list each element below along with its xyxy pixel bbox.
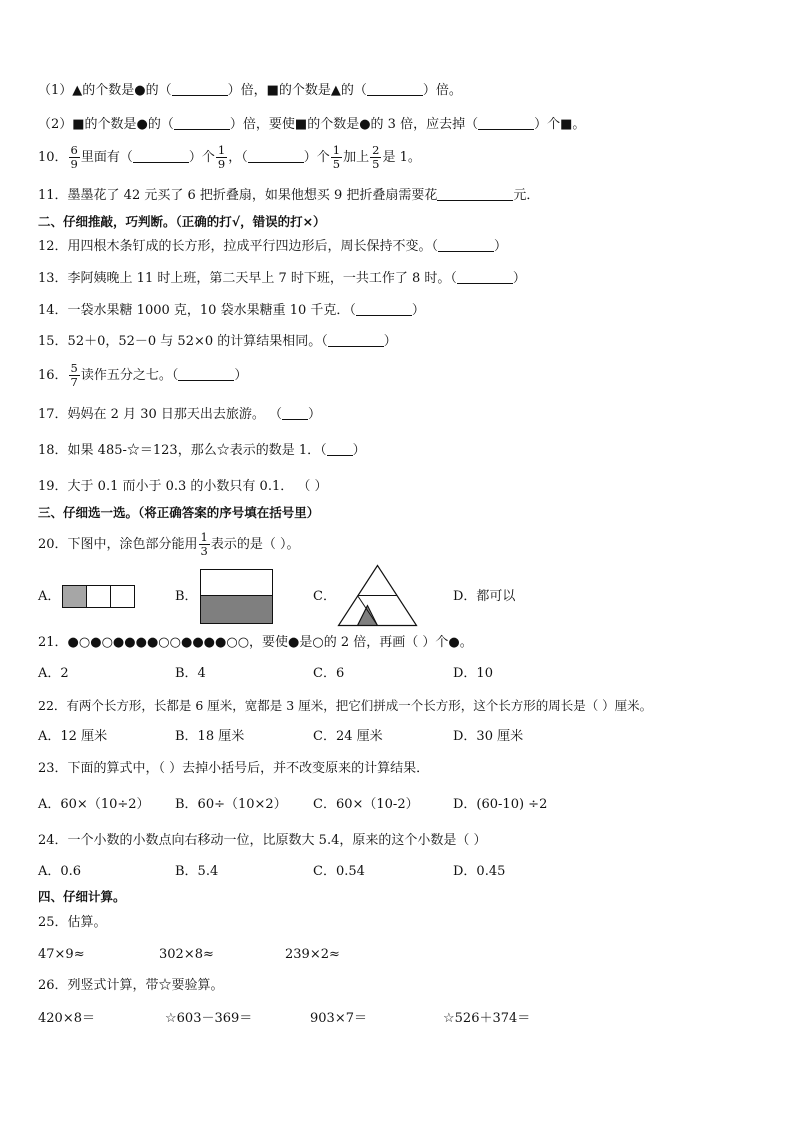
q20-text: 20．下图中，涂色部分能用 [38,537,198,552]
section-3-heading: 三、仔细选一选。（将正确答案的序号填在括号里） [38,505,320,520]
answer-blank[interactable] [248,150,304,163]
q9-line1 [38,82,462,100]
empty-cell [87,586,111,608]
q24-option-c[interactable]: C．0.54 [313,864,365,879]
question-22: 22．有两个长方形，长都是 6 厘米，宽都是 3 厘米，把它们拼成一个长方形，这个长方形的周长是（ ）厘米。 [38,698,653,713]
estimate-item: 47×9≈ [38,947,85,962]
q20-text: 表示的是（ ）。 [210,537,300,552]
answer-blank[interactable] [356,303,412,316]
q16-text: 读作五分之七。（ [80,368,179,383]
shaded-cell [63,586,87,608]
numerator: 2 [372,143,380,157]
denominator: 5 [372,157,380,171]
numerator: 6 [70,143,78,157]
answer-blank[interactable] [437,188,513,201]
calc-item: ☆526＋374＝ [443,1011,531,1026]
q20-option-b[interactable]: B． [175,589,198,604]
shaded-part [201,596,273,624]
question-10 [38,141,421,175]
estimate-item: 239×2≈ [285,947,340,962]
q9-text: （1）▲的个数是●的（ [38,83,172,98]
q9-text: ）倍，■的个数是▲的（ [227,83,367,98]
q22-option-c[interactable]: C．24 厘米 [313,729,383,744]
q23-option-b[interactable]: B．60÷（10×2） [175,797,287,812]
question-20 [38,528,300,562]
q15-text: 15．52＋0，52－0 与 52×0 的计算结果相同。（ [38,334,328,349]
q9-text: ）倍，要使■的个数是●的 3 倍，应去掉（ [229,117,479,132]
q18-text: ） [352,443,366,458]
q20-option-a[interactable]: A． [38,589,61,604]
q22-option-a[interactable]: A．12 厘米 [38,729,108,744]
denominator: 9 [70,157,78,171]
numerator: 1 [200,530,208,544]
q24-option-d[interactable]: D．0.45 [453,864,506,879]
q20-option-d[interactable]: D．都可以 [453,589,516,604]
question-13 [38,270,526,288]
q23-option-a[interactable]: A．60×（10÷2） [38,797,150,812]
q21-option-c[interactable]: C．6 [313,666,345,681]
empty-cell [111,586,135,608]
question-12 [38,238,507,256]
question-18 [38,442,366,460]
shaded-triangle [358,606,378,626]
q10-text: 加上 [343,150,370,165]
q12-text: ） [494,239,508,254]
question-15 [38,333,397,351]
fraction [69,144,80,171]
fraction [331,144,342,171]
question-26: 26．列竖式计算，带☆要验算。 [38,978,224,993]
denominator: 5 [332,157,341,171]
q21-option-d[interactable]: D．10 [453,666,493,681]
section-2-heading: 二、仔细推敲，巧判断。（正确的打√，错误的打×） [38,214,326,229]
question-25: 25．估算。 [38,915,107,930]
answer-blank[interactable] [133,150,189,163]
figure-c-triangle [338,565,418,627]
calc-item: ☆603－369＝ [165,1011,253,1026]
answer-blank[interactable] [328,334,384,347]
numerator: 1 [217,143,226,157]
q21-option-b[interactable]: B．4 [175,666,206,681]
estimate-item: 302×8≈ [159,947,214,962]
q15-text: ） [383,334,397,349]
q24-option-a[interactable]: A．0.6 [38,864,82,879]
q9-text: ）个■。 [534,117,586,132]
q14-text: ） [411,303,425,318]
fraction [216,144,227,171]
q23-option-d[interactable]: D．(60-10) ÷2 [453,797,548,812]
section-4-heading: 四、仔细计算。 [38,889,126,904]
q24-option-b[interactable]: B．5.4 [175,864,219,879]
fraction [69,362,80,389]
question-19 [38,478,328,496]
q14-text: 14．一袋水果糖 1000 克，10 袋水果糖重 10 千克．（ [38,303,356,318]
q21-option-a[interactable]: A．2 [38,666,69,681]
answer-blank[interactable] [172,83,228,96]
denominator: 9 [217,157,226,171]
q10-text: ）个 [303,150,330,165]
q11-text: 元． [513,188,540,203]
q19-text: 19．大于 0.1 而小于 0.3 的小数只有 0.1． （ ） [38,479,328,494]
q9-text: （2）■的个数是●的（ [38,117,174,132]
answer-blank[interactable] [457,271,513,284]
q22-option-d[interactable]: D．30 厘米 [453,729,524,744]
q10-text: 里面有（ [80,150,133,165]
q22-option-b[interactable]: B．18 厘米 [175,729,245,744]
calc-item: 903×7＝ [310,1011,367,1026]
question-21: 21．●○●○●●●●○○●●●●○○，要使●是○的 2 倍，再画（ ）个●。 [38,635,473,650]
q10-text: ）个 [188,150,215,165]
q9-text: ）倍。 [422,83,462,98]
answer-blank[interactable] [367,83,423,96]
figure-b-rectangle [200,569,274,625]
denominator: 3 [200,544,208,558]
q13-text: ） [512,271,526,286]
question-11 [38,187,539,205]
calc-item: 420×8＝ [38,1011,95,1026]
empty-part [201,570,273,596]
numerator: 1 [332,143,341,157]
denominator: 7 [70,375,78,389]
q13-text: 13．李阿姨晚上 11 时上班，第二天早上 7 时下班，一共工作了 8 时。（ [38,271,457,286]
q9-line2 [38,116,585,134]
q17-text: 17．妈妈在 2 月 30 日那天出去旅游。 （ [38,407,283,422]
question-14 [38,302,425,320]
fraction [199,531,210,558]
q20-option-c[interactable]: C． [313,589,336,604]
question-24: 24．一个小数的小数点向右移动一位，比原数大 5.4，原来的这个小数是（ ） [38,833,487,848]
q10-text: 是 1。 [382,150,421,165]
question-23: 23．下面的算式中，（ ）去掉小括号后，并不改变原来的计算结果． [38,761,430,776]
q16-text: ） [234,368,248,383]
answer-blank[interactable] [438,239,494,252]
q11-text: 11．墨墨花了 42 元买了 6 把折叠扇，如果他想买 9 把折叠扇需要花 [38,188,438,203]
q17-text: ） [308,407,322,422]
question-number: 10． [38,150,68,165]
q10-text: ，（ [228,150,248,165]
fraction [370,144,381,171]
numerator: 5 [70,361,78,375]
q18-text: 18．如果 485-☆＝123，那么☆表示的数是 1．（ [38,443,327,458]
answer-blank[interactable] [282,407,308,420]
answer-blank[interactable] [327,443,353,456]
question-17 [38,406,321,424]
question-16 [38,359,247,393]
question-number: 16． [38,368,68,383]
q12-text: 12．用四根木条钉成的长方形，拉成平行四边形后，周长保持不变。（ [38,239,439,254]
answer-blank[interactable] [174,117,230,130]
answer-blank[interactable] [478,117,534,130]
answer-blank[interactable] [178,368,234,381]
q23-option-c[interactable]: C．60×（10-2） [313,797,419,812]
figure-a-strip [62,585,136,609]
